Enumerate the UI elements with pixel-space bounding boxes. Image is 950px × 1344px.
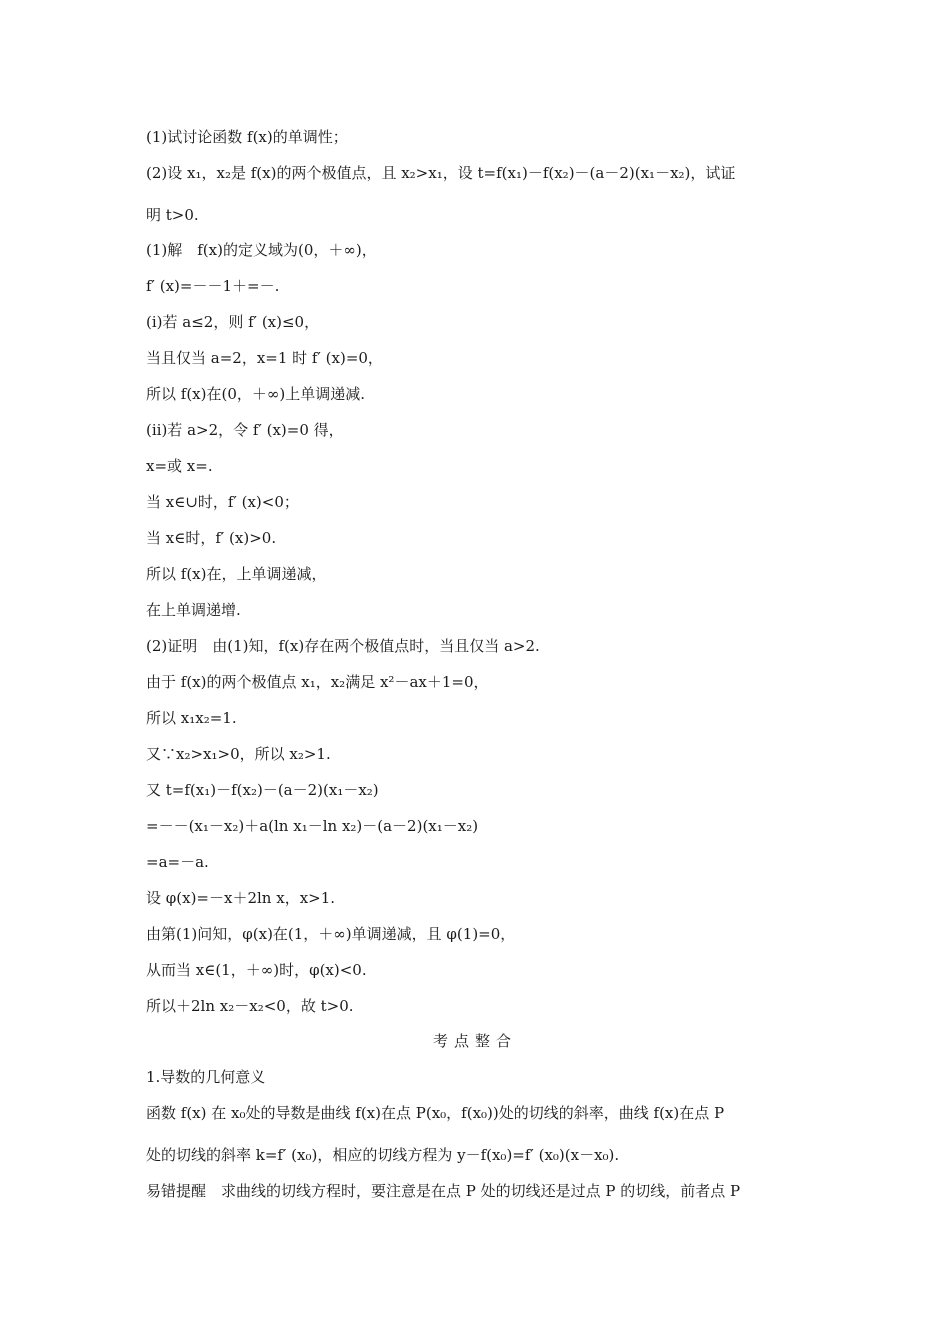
line-21: =a=－a.: [146, 853, 209, 871]
line-3: 明 t>0.: [146, 206, 199, 224]
line-20: =－－(x₁－x₂)＋a(ln x₁－ln x₂)－(a－2)(x₁－x₂): [146, 817, 479, 835]
line-19: 又 t=f(x₁)－f(x₂)－(a－2)(x₁－x₂): [146, 781, 379, 799]
line-24: 从而当 x∈(1，＋∞)时，φ(x)<0.: [146, 961, 367, 979]
line-8: 所以 f(x)在(0，＋∞)上单调递减.: [146, 385, 365, 403]
line-14: 在上单调递增.: [146, 601, 241, 619]
section-line-2: 函数 f(x) 在 x₀处的导数是曲线 f(x)在点 P(x₀，f(x₀))处的切线的斜率，曲线 f(x)在点 P: [146, 1104, 725, 1122]
line-1: (1)试讨论函数 f(x)的单调性；: [146, 128, 348, 146]
line-25: 所以＋2ln x₂－x₂<0，故 t>0.: [146, 997, 354, 1015]
line-2: (2)设 x₁，x₂是 f(x)的两个极值点，且 x₂>x₁，设 t=f(x₁)－f(x₂)－(a－2)(x₁－x₂)，试证: [146, 164, 736, 182]
line-10: x=或 x=.: [146, 457, 213, 475]
line-16: 由于 f(x)的两个极值点 x₁，x₂满足 x²－ax＋1=0，: [146, 673, 489, 691]
line-23: 由第(1)问知，φ(x)在(1，＋∞)单调递减，且 φ(1)=0，: [146, 925, 516, 943]
line-11: 当 x∈∪时，f′ (x)<0；: [146, 493, 299, 511]
section-line-1: 1.导数的几何意义: [146, 1068, 266, 1086]
line-12: 当 x∈时，f′ (x)>0.: [146, 529, 277, 547]
line-6: (ⅰ)若 a≤2，则 f′ (x)≤0，: [146, 313, 320, 331]
line-17: 所以 x₁x₂=1.: [146, 709, 237, 727]
line-9: (ⅱ)若 a>2，令 f′ (x)=0 得，: [146, 421, 344, 439]
section-heading: 考点整合: [432, 1032, 517, 1050]
line-5: f′ (x)=－－1＋=－.: [146, 277, 280, 295]
line-7: 当且仅当 a=2，x=1 时 f′ (x)=0，: [146, 349, 383, 367]
line-15: (2)证明 由(1)知，f(x)存在两个极值点时，当且仅当 a>2.: [146, 637, 540, 655]
line-18: 又∵x₂>x₁>0，所以 x₂>1.: [146, 745, 331, 763]
line-4: (1)解 f(x)的定义域为(0，＋∞)，: [146, 241, 377, 259]
section-line-3: 处的切线的斜率 k=f′ (x₀)，相应的切线方程为 y－f(x₀)=f′ (x₀)(x－x₀).: [146, 1146, 620, 1164]
section-line-4: 易错提醒 求曲线的切线方程时，要注意是在点 P 处的切线还是过点 P 的切线，前者点 P: [146, 1182, 741, 1200]
line-22: 设 φ(x)=－x＋2ln x，x>1.: [146, 889, 336, 907]
line-13: 所以 f(x)在，上单调递减，: [146, 565, 327, 583]
